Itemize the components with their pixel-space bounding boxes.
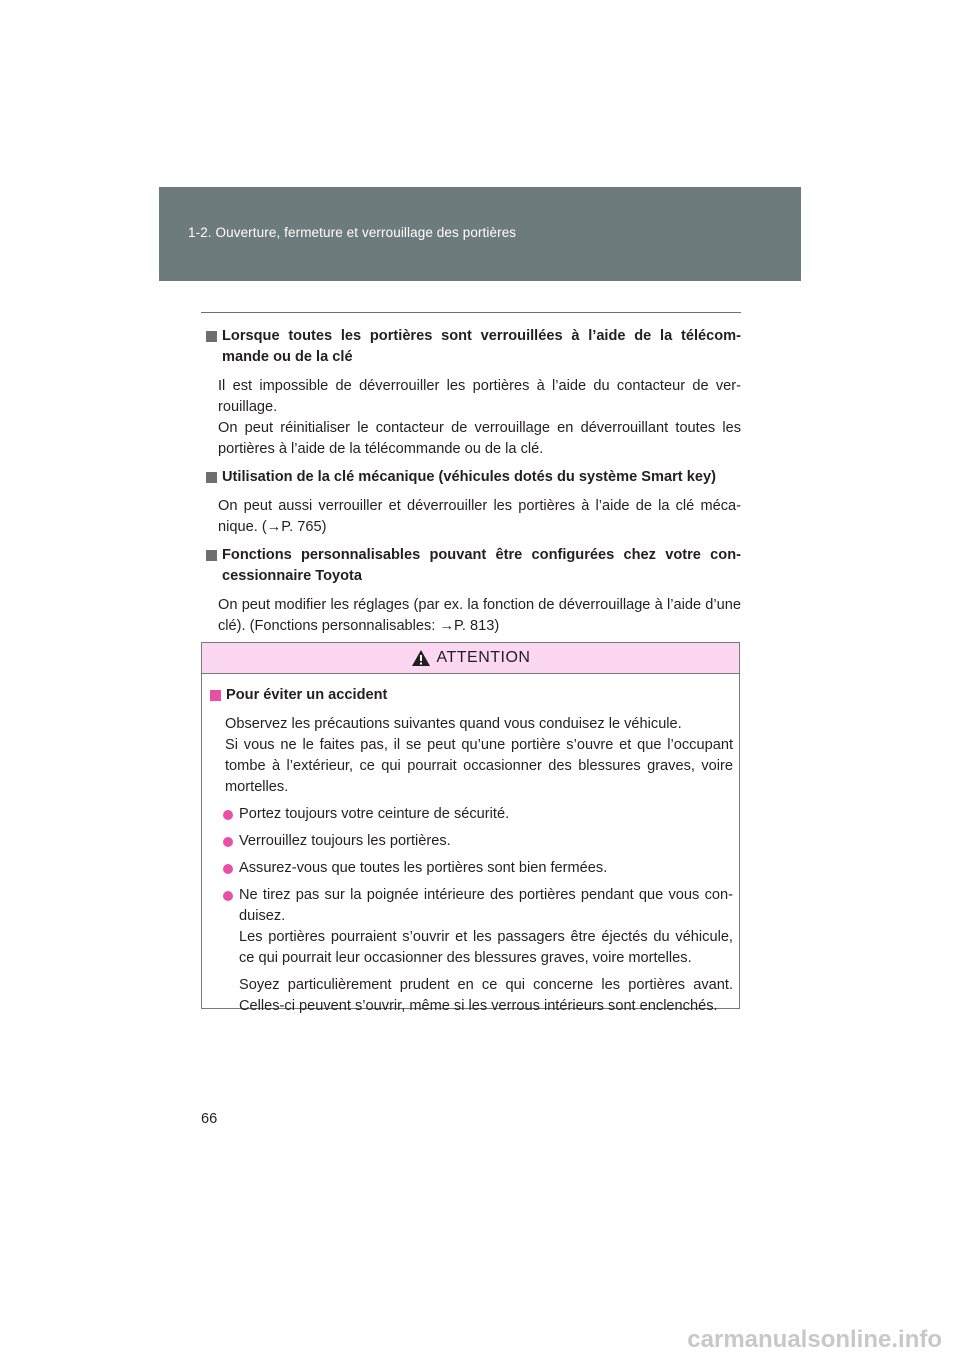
attention-title: Pour éviter un accident <box>226 687 388 703</box>
bullet-line: Verrouillez toujours les portières. <box>239 833 451 849</box>
attention-body <box>202 674 739 1017</box>
bullet-item <box>208 804 733 825</box>
bullet-text <box>239 831 733 852</box>
bullet-item <box>208 885 733 969</box>
bullet-text <box>239 804 733 825</box>
top-rule <box>201 312 741 313</box>
section-heading <box>201 326 741 368</box>
pink-dot-icon <box>223 891 233 901</box>
bullet-text <box>239 858 733 879</box>
attention-label: ATTENTION <box>436 649 531 666</box>
section <box>201 545 741 637</box>
bullet-item <box>208 858 733 879</box>
bullet-text <box>239 885 733 969</box>
section <box>201 326 741 460</box>
pink-dot-icon <box>223 864 233 874</box>
main-content <box>201 326 741 644</box>
bullet-line: Assurez-vous que toutes les portières sont bien fermées. <box>239 860 608 876</box>
watermark: carmanualsonline.info <box>687 1326 942 1353</box>
gray-square-icon <box>206 472 217 483</box>
section-title: Fonctions personnalisables pouvant être configurées chez votre con-cessionnaire Toyota <box>222 547 741 584</box>
section-heading <box>201 467 741 488</box>
pink-dot-icon <box>223 810 233 820</box>
warning-triangle-icon <box>411 649 431 667</box>
section-title: Lorsque toutes les portières sont verrouillées à l’aide de la télécom-mande ou de la clé <box>222 328 741 365</box>
gray-square-icon <box>206 550 217 561</box>
section-paragraph: On peut réinitialiser le contacteur de verrouillage en déverrouillant toutes les portières à l’aide de la télécommande ou de la clé. <box>218 420 741 457</box>
attention-paragraph: Si vous ne le faites pas, il se peut qu’une portière s’ouvre et que l’occupant tombe à l’extérieur, ce qui pourrait occasionner des blessures graves, voire mortelles. <box>225 737 733 795</box>
gray-square-icon <box>206 331 217 342</box>
pink-dot-icon <box>223 837 233 847</box>
attention-header <box>202 643 739 674</box>
section-body <box>201 376 741 460</box>
page-number: 66 <box>201 1111 218 1127</box>
section-heading <box>201 545 741 587</box>
section-paragraph: Il est impossible de déverrouiller les portières à l’aide du contacteur de ver-rouillage. <box>218 378 741 415</box>
bullet-line: Portez toujours votre ceinture de sécurité. <box>239 806 510 822</box>
attention-note: Soyez particulièrement prudent en ce qui concerne les portières avant. Celles-ci peuvent s’ouvrir, même si les verrous intérieurs sont enclenchés. <box>239 977 733 1014</box>
bullet-item <box>208 831 733 852</box>
section-body <box>201 496 741 538</box>
attention-heading <box>208 685 733 706</box>
chapter-title: 1-2. Ouverture, fermeture et verrouillage des portières <box>188 225 517 240</box>
bullet-line: Ne tirez pas sur la poignée intérieure des portières pendant que vous con-duisez. <box>239 887 733 924</box>
section <box>201 467 741 538</box>
attention-box <box>201 642 740 1014</box>
section-body <box>201 595 741 637</box>
section-paragraph: On peut aussi verrouiller et déverrouiller les portières à l’aide de la clé méca-nique. (→P. 765) <box>218 498 741 535</box>
attention-paragraph: Observez les précautions suivantes quand vous conduisez le véhicule. <box>225 716 682 732</box>
pink-square-icon <box>210 690 221 701</box>
attention-intro <box>208 714 733 798</box>
bullet-line: Les portières pourraient s’ouvrir et les passagers être éjectés du véhicule, ce qui pourrait leur occasionner des blessures graves, voire mortelles. <box>239 929 733 966</box>
section-title: Utilisation de la clé mécanique (véhicules dotés du système Smart key) <box>222 469 716 485</box>
section-paragraph: On peut modifier les réglages (par ex. la fonction de déverrouillage à l’aide d’une clé). (Fonctions personnalisables: →P. 813) <box>218 597 741 634</box>
